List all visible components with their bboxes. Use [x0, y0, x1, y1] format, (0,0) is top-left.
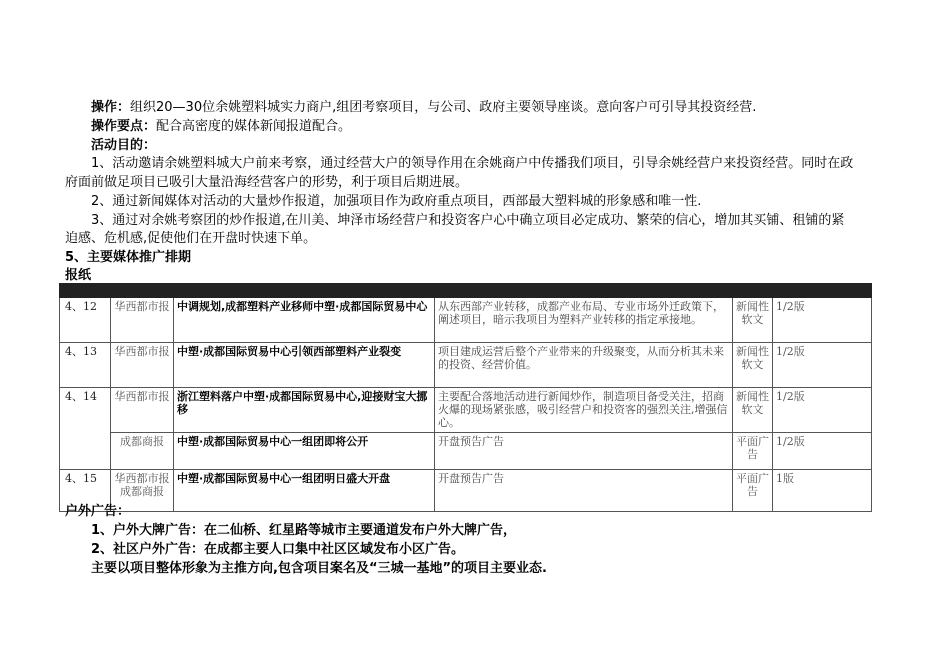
section-5-heading: 5、主要媒体推广排期 [65, 250, 192, 265]
media-schedule-table [59, 283, 872, 512]
row-ad-type: 新闻性软文 [733, 343, 773, 388]
table-row [60, 343, 872, 388]
outdoor-item-2: 2、社区户外广告：在成都主要人口集中社区区域发布小区广告。 [91, 542, 465, 557]
row-title: 中塑·成都国际贸易中心引领西部塑料产业裂变 [174, 343, 435, 388]
table-row [60, 433, 872, 470]
purpose-paragraph-2: 2、通过新闻媒体对活动的大量炒作报道，加强项目作为政府重点项目，西部最大塑料城的形象感和唯一性. [91, 194, 702, 209]
operation-points-text: 配合高密度的媒体新闻报道配合。 [156, 119, 352, 134]
row-page-size: 1版 [773, 470, 872, 512]
table-header-row [60, 284, 872, 298]
row-newspaper: 华西都市报成都商报 [111, 470, 174, 512]
table-row [60, 298, 872, 343]
row-title: 中塑·成都国际贸易中心一组团明日盛大开盘 [174, 470, 435, 512]
row-description: 开盘预告广告 [435, 433, 733, 470]
operation-line [91, 99, 756, 116]
row-newspaper: 华西都市报 [111, 388, 174, 433]
row-description: 项目建成运营后整个产业带来的升级聚变，从而分析其未来的投资、经营价值。 [435, 343, 733, 388]
row-title: 中调规划,成都塑料产业移师中塑·成都国际贸易中心 [174, 298, 435, 343]
table-row [60, 470, 872, 512]
row-page-size: 1/2版 [773, 298, 872, 343]
outdoor-item-1: 1、户外大牌广告：在二仙桥、红星路等城市主要通道发布户外大牌广告， [91, 523, 517, 538]
row-ad-type: 平面广告 [733, 433, 773, 470]
row-date: 4、13 [60, 343, 111, 388]
purpose-label: 活动目的： [91, 138, 157, 153]
row-page-size: 1/2版 [773, 388, 872, 433]
newspaper-subheading: 报纸 [65, 268, 92, 283]
operation-points-label: 操作要点： [91, 119, 157, 134]
outdoor-heading: 户外广告： [65, 504, 131, 519]
table-row [60, 388, 872, 433]
purpose-paragraph-3b: 迫感、危机感,促使他们在开盘时快速下单。 [65, 231, 317, 246]
row-ad-type: 新闻性软文 [733, 388, 773, 433]
purpose-paragraph-3a: 3、通过对余姚考察团的炒作报道,在川美、坤泽市场经营户和投资客户心中确立项目必定成功、繁荣的信心，增加其买铺、租铺的紧 [91, 213, 845, 228]
operation-text: 组织20—30位余姚塑料城实力商户,组团考察项目，与公司、政府主要领导座谈。意向客户可引导其投资经营. [130, 100, 757, 115]
row-newspaper: 成都商报 [111, 433, 174, 470]
purpose-paragraph-1a: 1、活动邀请余姚塑料城大户前来考察，通过经营大户的领导作用在余姚商户中传播我们项目，引导余姚经营户来投资经营。同时在政 [91, 156, 854, 171]
row-page-size: 1/2版 [773, 433, 872, 470]
row-ad-type: 新闻性软文 [733, 298, 773, 343]
row-newspaper: 华西都市报 [111, 343, 174, 388]
row-title: 中塑·成都国际贸易中心一组团即将公开 [174, 433, 435, 470]
row-title: 浙江塑料落户中塑·成都国际贸易中心,迎接财宝大挪移 [174, 388, 435, 433]
row-date: 4、15 [60, 470, 111, 512]
row-page-size: 1/2版 [773, 343, 872, 388]
row-date: 4、12 [60, 298, 111, 343]
operation-label: 操作： [91, 100, 131, 115]
row-description: 从东西部产业转移，成都产业布局、专业市场外迁政策下，阐述项目，暗示我项目为塑料产业转移的指定承接地。 [435, 298, 733, 343]
row-description: 主要配合落地活动进行新闻炒作，制造项目备受关注，招商火爆的现场紧张感，吸引经营户和投资客的强烈关注,增强信心。 [435, 388, 733, 433]
row-ad-type: 平面广告 [733, 470, 773, 512]
row-newspaper: 华西都市报 [111, 298, 174, 343]
purpose-paragraph-1b: 府面前做足项目已吸引大量沿海经营客户的形势，利于项目后期进展。 [65, 175, 469, 190]
row-description: 开盘预告广告 [435, 470, 733, 512]
outdoor-summary: 主要以项目整体形象为主推方向,包含项目案名及“三城一基地”的项目主要业态. [91, 561, 547, 576]
row-date: 4、14 [60, 388, 111, 470]
operation-points-line [91, 118, 351, 135]
